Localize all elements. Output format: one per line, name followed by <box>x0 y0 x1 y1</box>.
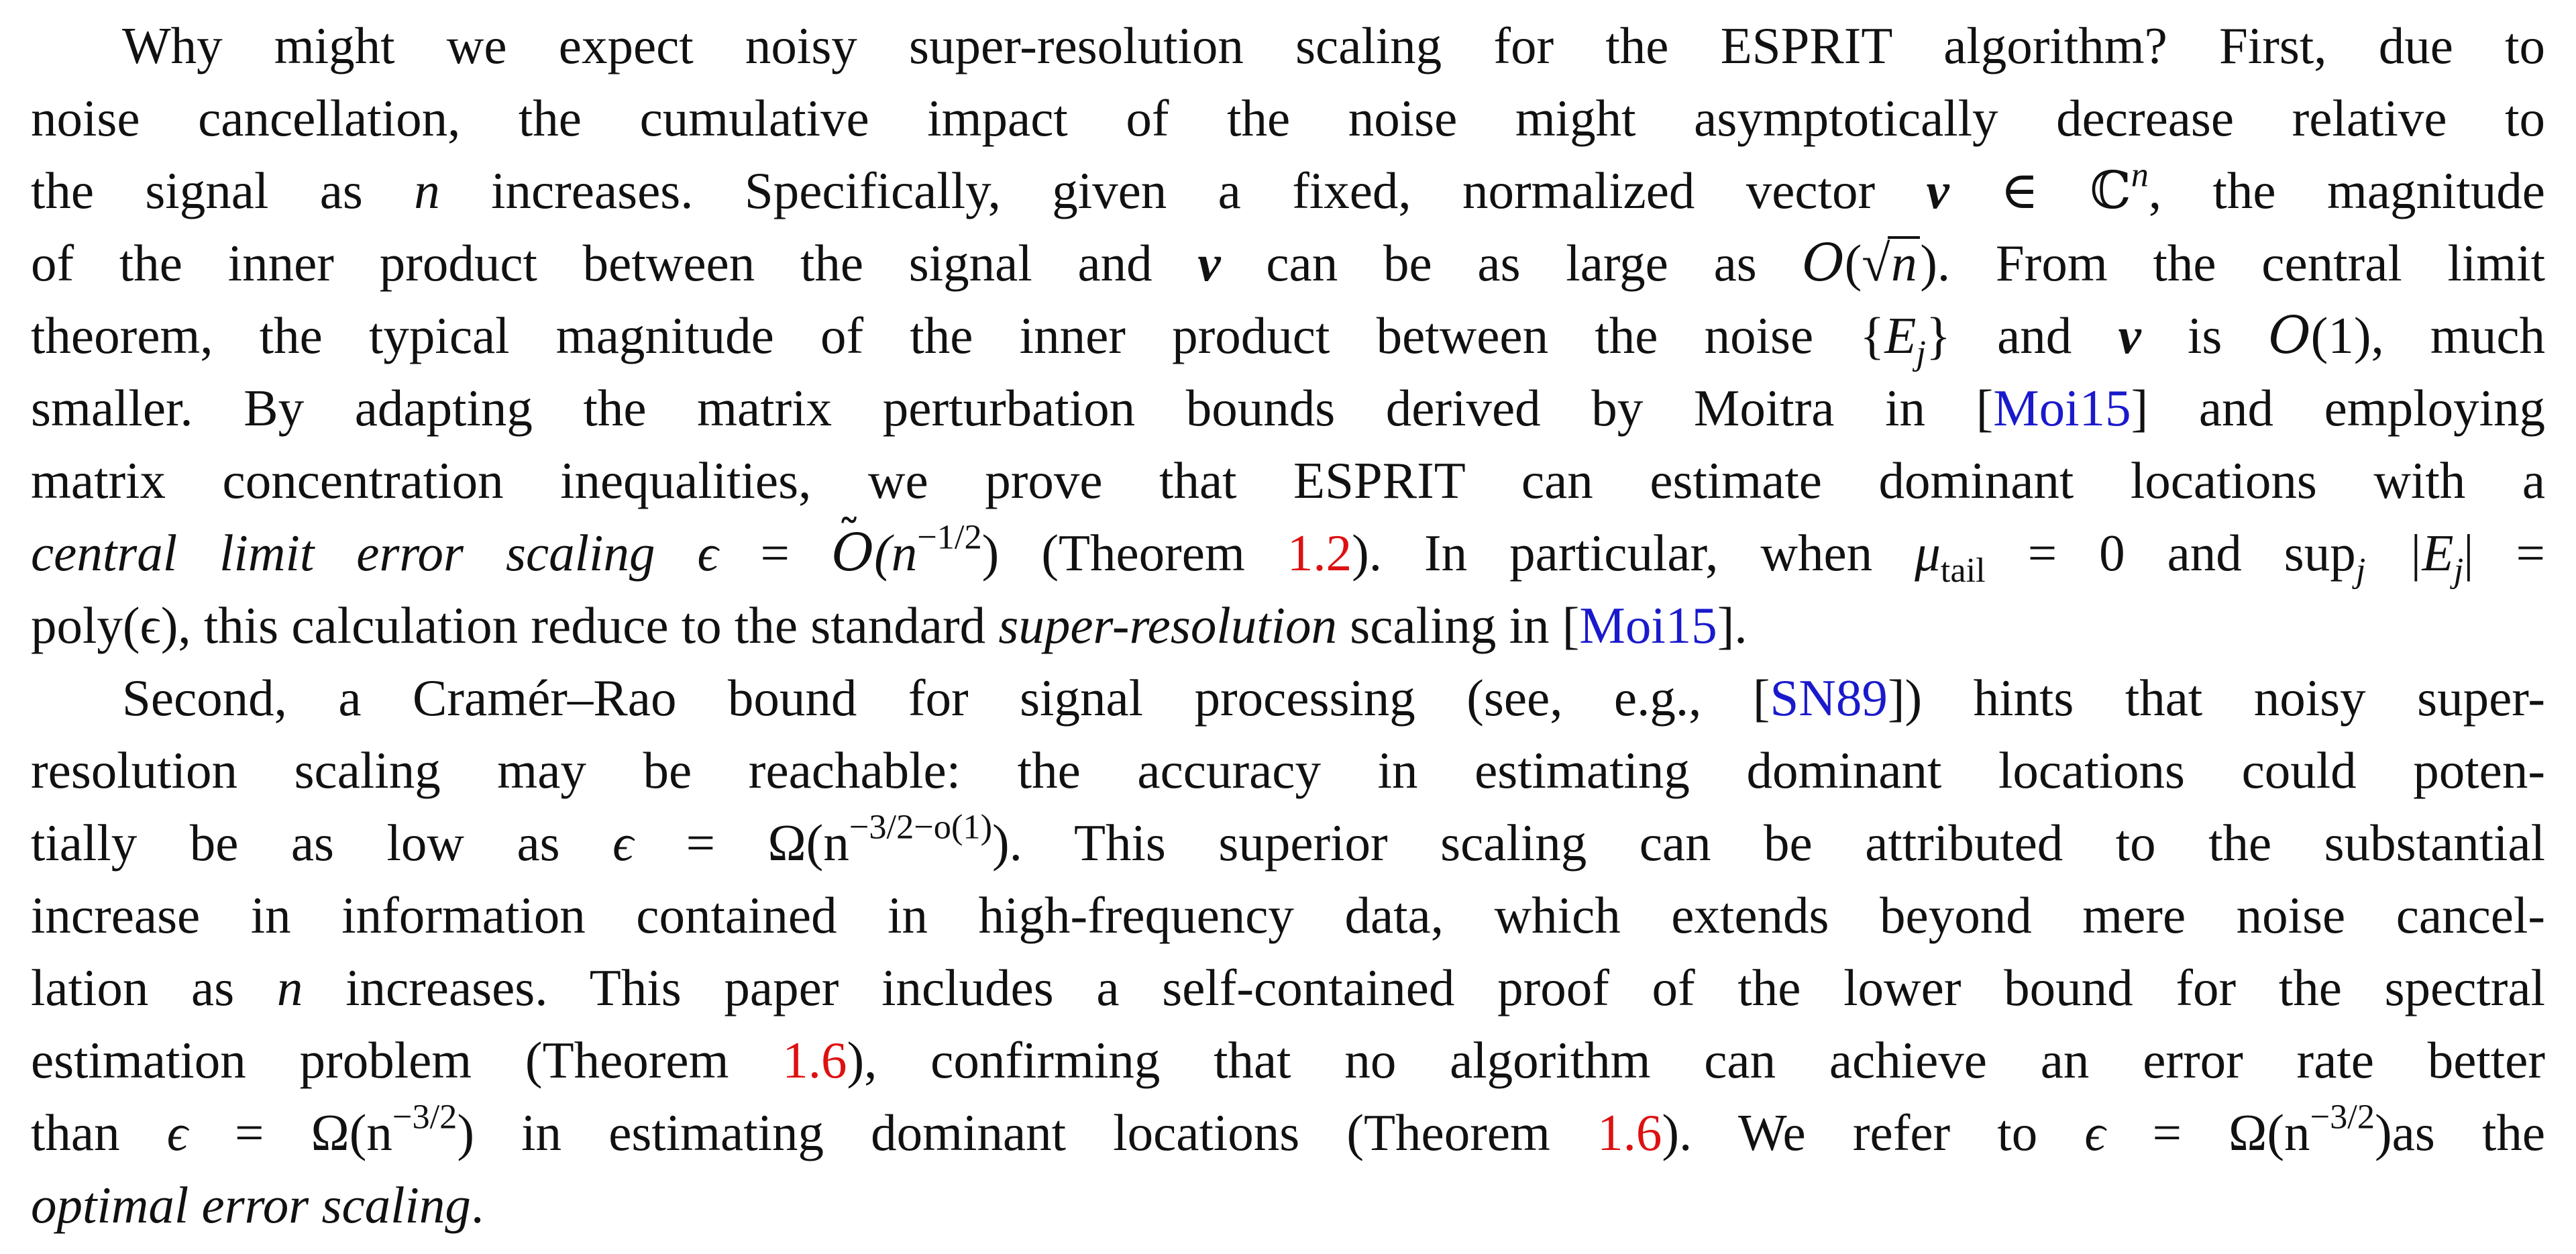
text-run: (Theorem <box>999 524 1287 582</box>
math-exponent: −1/2 <box>917 517 982 557</box>
text-run: ] and employing <box>2131 379 2545 437</box>
math-epsilon: ϵ <box>655 524 718 582</box>
math-variable-n: n <box>414 162 440 219</box>
paragraph-2-line-6 <box>31 1024 2545 1096</box>
text-run: ). In particular, when <box>1352 524 1915 582</box>
text-run: tially be as low as <box>31 814 613 872</box>
text-run: ) in estimating dominant locations (Theorem <box>457 1104 1598 1161</box>
paragraph-1-line-8 <box>31 517 2545 589</box>
text-run: increases. Specifically, given a fixed, normalized vector <box>439 162 1927 219</box>
math-epsilon: ϵ <box>166 1104 188 1161</box>
text-run: poly(ϵ), this calculation reduce to the standard <box>31 596 999 654</box>
text-run: ). We refer to <box>1662 1104 2085 1161</box>
math-paren: ). <box>1920 234 1951 292</box>
text-run: the signal as <box>31 162 415 219</box>
math-epsilon: ϵ <box>2084 1104 2106 1161</box>
math-radicand: n <box>1888 236 1920 288</box>
text-run: scaling in [ <box>1337 596 1580 654</box>
math-vector-v: v <box>1926 162 1949 219</box>
math-variable-n: n <box>276 959 303 1016</box>
text-run: , the magnitude <box>2148 162 2545 219</box>
text-run: )as the <box>2375 1104 2546 1161</box>
math-omega-expression: = Ω(n <box>187 1104 392 1161</box>
theorem-link-1-6[interactable]: 1.6 <box>782 1031 847 1089</box>
text-run: than <box>31 1104 167 1161</box>
math-set-membership: ∈ ℂ <box>1949 162 2131 219</box>
math-exponent: −3/2 <box>2310 1097 2375 1137</box>
math-equals: = <box>718 524 832 582</box>
text-run: can be as large as <box>1220 234 1803 292</box>
paragraph-1-line-3 <box>31 154 2545 227</box>
text-run: theorem, the typical magnitude of the inner product between the noise { <box>31 307 1885 364</box>
text-run: noise cancellation, the cumulative impact of the noise might asymptotically decrease relative to <box>31 89 2545 147</box>
text-run: resolution scaling may be reachable: the accuracy in estimating dominant locations could poten- <box>31 741 2545 799</box>
emphasis-central-limit: central limit error scaling <box>31 524 655 582</box>
paragraph-2-line-7 <box>31 1096 2545 1169</box>
math-variable-e: E <box>1884 307 1917 364</box>
paragraph-1-line-7 <box>31 444 2545 517</box>
emphasis-super-resolution: super-resolution <box>998 596 1337 654</box>
citation-link-sn89[interactable]: SN89 <box>1770 669 1888 727</box>
math-superscript: n <box>2131 155 2149 195</box>
citation-link-moi15[interactable]: Moi15 <box>1993 379 2131 437</box>
paragraph-1-line-1 <box>122 9 2545 82</box>
math-paren-n: (n <box>874 524 918 582</box>
text-run: ]. <box>1717 596 1748 654</box>
math-omega-expression: = Ω(n <box>2105 1104 2310 1161</box>
math-paren: ( <box>1844 234 1862 292</box>
emphasis-optimal-error: optimal error scaling <box>31 1176 471 1234</box>
math-exponent: −3/2−o(1) <box>849 807 993 847</box>
text-run: . <box>470 1176 484 1234</box>
paragraph-2-line-5 <box>31 951 2545 1024</box>
math-epsilon: ϵ <box>612 814 634 872</box>
text-run: Second, a Cramér–Rao bound for signal processing (see, e.g., [ <box>122 669 1770 727</box>
math-brace: } <box>1925 307 1951 364</box>
text-run: lation as <box>31 959 277 1016</box>
paragraph-1-line-2 <box>31 82 2545 154</box>
math-mu: μ <box>1915 524 1941 582</box>
paragraph-2-line-8 <box>31 1169 2545 1241</box>
math-subscript: j <box>2453 550 2464 590</box>
text-run: estimation problem (Theorem <box>31 1031 783 1089</box>
text-run: ). This superior scaling can be attributed to the substantial <box>992 814 2545 872</box>
math-abs-close: | = <box>2463 524 2545 582</box>
math-omega-expression: = Ω(n <box>633 814 849 872</box>
paragraph-1-line-5 <box>31 299 2545 372</box>
text-run: smaller. By adapting the matrix perturbation bounds derived by Moitra in [ <box>31 379 1994 437</box>
paragraph-1-line-9 <box>31 589 2545 662</box>
text-run: is <box>2141 307 2269 364</box>
paragraph-2-line-3 <box>31 806 2545 879</box>
text-run: and <box>1950 307 2118 364</box>
math-subscript: j <box>2355 550 2366 590</box>
math-big-o: O <box>1802 233 1845 293</box>
text-run: matrix concentration inequalities, we prove that ESPRIT can estimate dominant locations with a <box>31 452 2545 509</box>
math-subscript: j <box>1916 333 1926 372</box>
paragraph-2-line-4 <box>31 879 2545 951</box>
math-big-o: O <box>2268 306 2311 366</box>
text-run: of the inner product between the signal and <box>31 234 1198 292</box>
math-sqrt-sign: √ <box>1862 234 1890 292</box>
text-run: increases. This paper includes a self-contained proof of the lower bound for the spectral <box>303 959 2545 1016</box>
text-run: (1), much <box>2310 307 2545 364</box>
math-vector-v: v <box>2118 307 2141 364</box>
math-exponent: −3/2 <box>392 1097 458 1137</box>
math-subscript-tail: tail <box>1940 550 1986 590</box>
theorem-link-1-2[interactable]: 1.2 <box>1287 524 1352 582</box>
text-run: From the central limit <box>1950 234 2545 292</box>
text-run: increase in information contained in high-frequency data, which extends beyond mere noise cancel- <box>31 886 2545 944</box>
math-vector-v: v <box>1197 234 1221 292</box>
theorem-link-1-6[interactable]: 1.6 <box>1597 1104 1662 1161</box>
text-run: Why might we expect noisy super-resolution scaling for the ESPRIT algorithm? First, due to <box>122 17 2545 74</box>
text-run: ), confirming that no algorithm can achieve an error rate better <box>847 1031 2545 1089</box>
paragraph-1-line-6 <box>31 372 2545 444</box>
text-run: = 0 and sup <box>1985 524 2356 582</box>
math-abs-e: |E <box>2365 524 2454 582</box>
paragraph-2-line-2 <box>31 734 2545 806</box>
math-big-o-tilde: ˜ O <box>832 517 874 590</box>
citation-link-moi15[interactable]: Moi15 <box>1579 596 1717 654</box>
paragraph-1-line-4 <box>31 227 2545 299</box>
paragraph-2-line-1 <box>122 662 2545 734</box>
text-run: ]) hints that noisy super- <box>1887 669 2545 727</box>
math-paren: ) <box>981 524 1000 582</box>
